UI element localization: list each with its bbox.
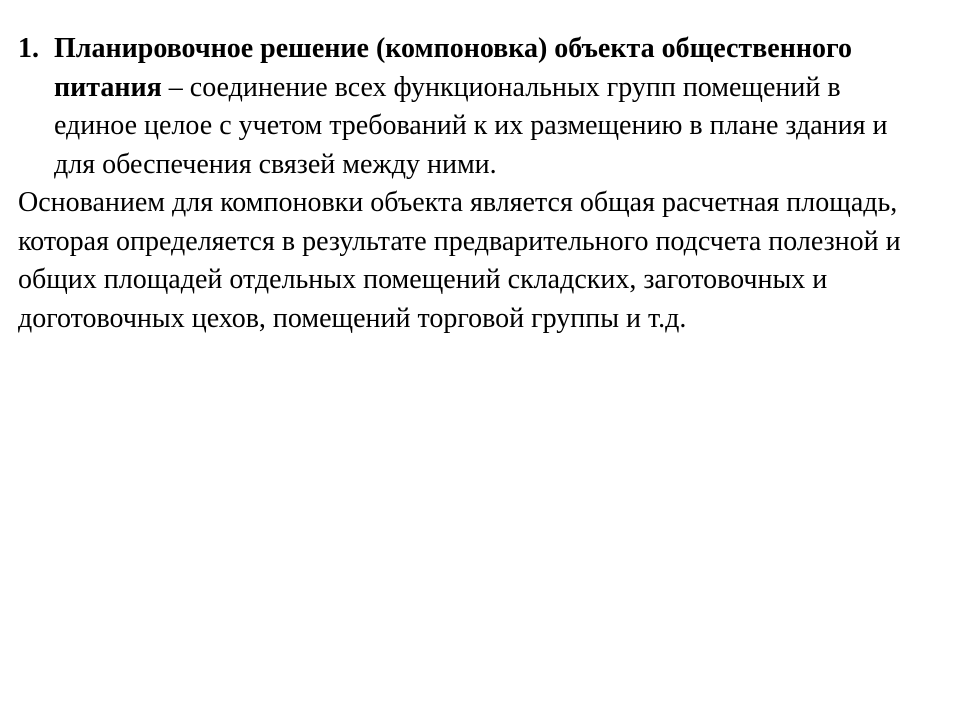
body-paragraph: Основанием для компоновки объекта является общая расчетная площадь, которая определяется в результате предварительного подсчета полезной и общих площадей отдельных помещений складских, заготовочных и доготовочных цехов, помещений торговой группы и т.д. xyxy=(18,187,901,334)
definition-term: Планировочное решение (компоновка) объекта общественного питания xyxy=(54,33,852,103)
list-item-number: 1. xyxy=(18,33,39,64)
definition-text: – соединение всех функциональных групп помещений в единое целое с учетом требований к их размещению в плане здания и для обеспечения связей между ними. xyxy=(54,71,888,180)
numbered-list-item xyxy=(18,30,928,184)
slide-content xyxy=(18,30,928,338)
list-item-text xyxy=(54,30,928,184)
